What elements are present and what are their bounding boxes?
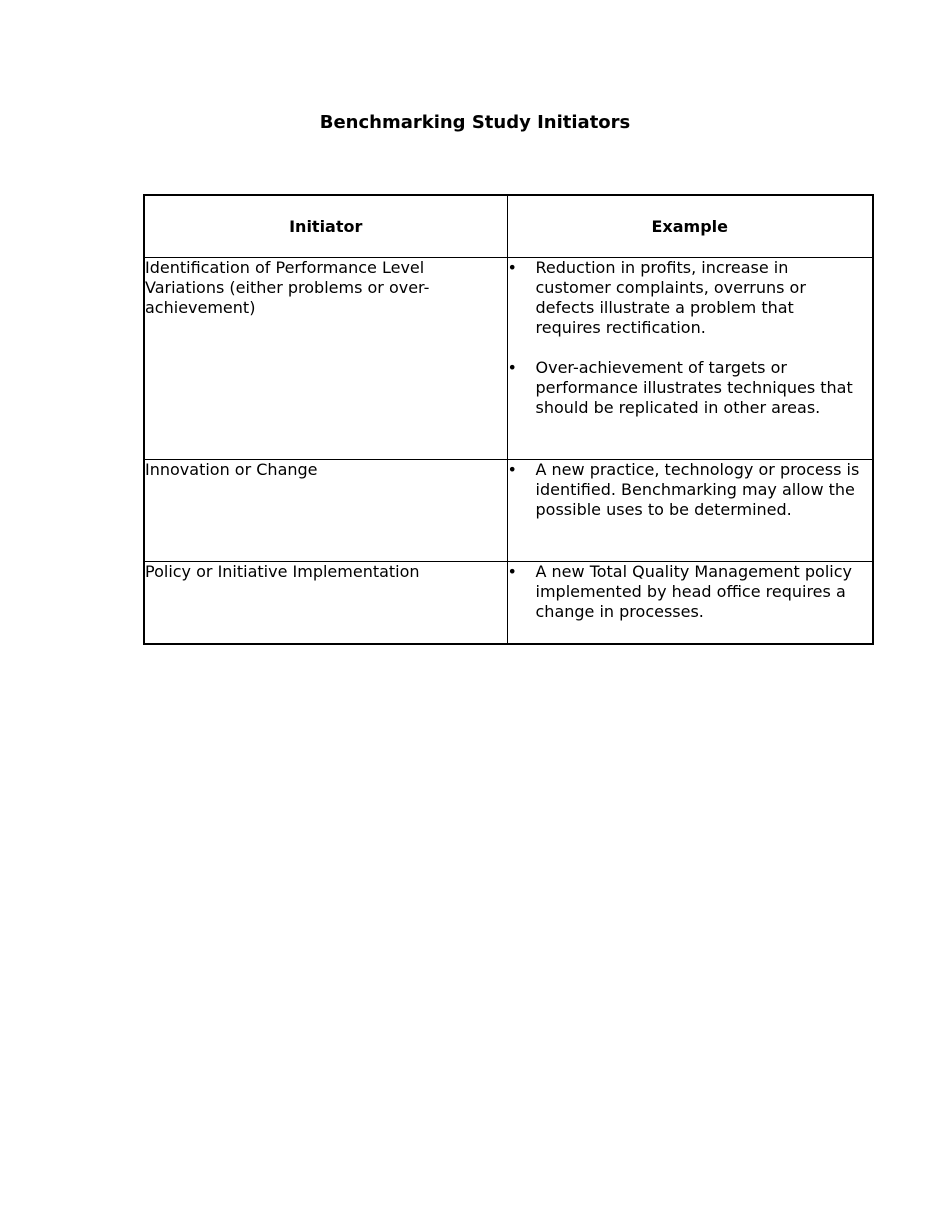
initiators-table xyxy=(143,194,874,645)
example-cell xyxy=(507,460,873,562)
header-example: Example xyxy=(507,195,873,258)
table-row xyxy=(144,562,873,645)
bullet-item xyxy=(508,258,873,338)
table-row xyxy=(144,258,873,460)
example-cell xyxy=(507,562,873,645)
table-header-row xyxy=(144,195,873,258)
bullet-text: Over-achievement of targets or performance illustrates techniques that should be replicated in other areas. xyxy=(535,358,853,417)
initiator-cell: Policy or Initiative Implementation xyxy=(144,562,507,645)
bullet-icon: • xyxy=(507,258,517,277)
example-cell xyxy=(507,258,873,460)
bullet-item xyxy=(508,562,873,622)
bullet-item xyxy=(508,460,873,520)
bullet-text: A new practice, technology or process is identified. Benchmarking may allow the possible uses to be determined. xyxy=(535,460,860,519)
page-title: Benchmarking Study Initiators xyxy=(319,112,631,133)
bullet-icon: • xyxy=(507,562,517,581)
initiator-cell: Identification of Performance Level Variations (either problems or over-achievement) xyxy=(144,258,507,460)
table-row xyxy=(144,460,873,562)
bullet-text: A new Total Quality Management policy implemented by head office requires a change in processes. xyxy=(535,562,852,621)
header-initiator: Initiator xyxy=(144,195,507,258)
initiator-cell: Innovation or Change xyxy=(144,460,507,562)
bullet-text: Reduction in profits, increase in customer complaints, overruns or defects illustrate a problem that requires rectification. xyxy=(535,258,806,337)
bullet-item xyxy=(508,358,873,418)
bullet-icon: • xyxy=(507,460,517,479)
bullet-icon: • xyxy=(507,358,517,377)
